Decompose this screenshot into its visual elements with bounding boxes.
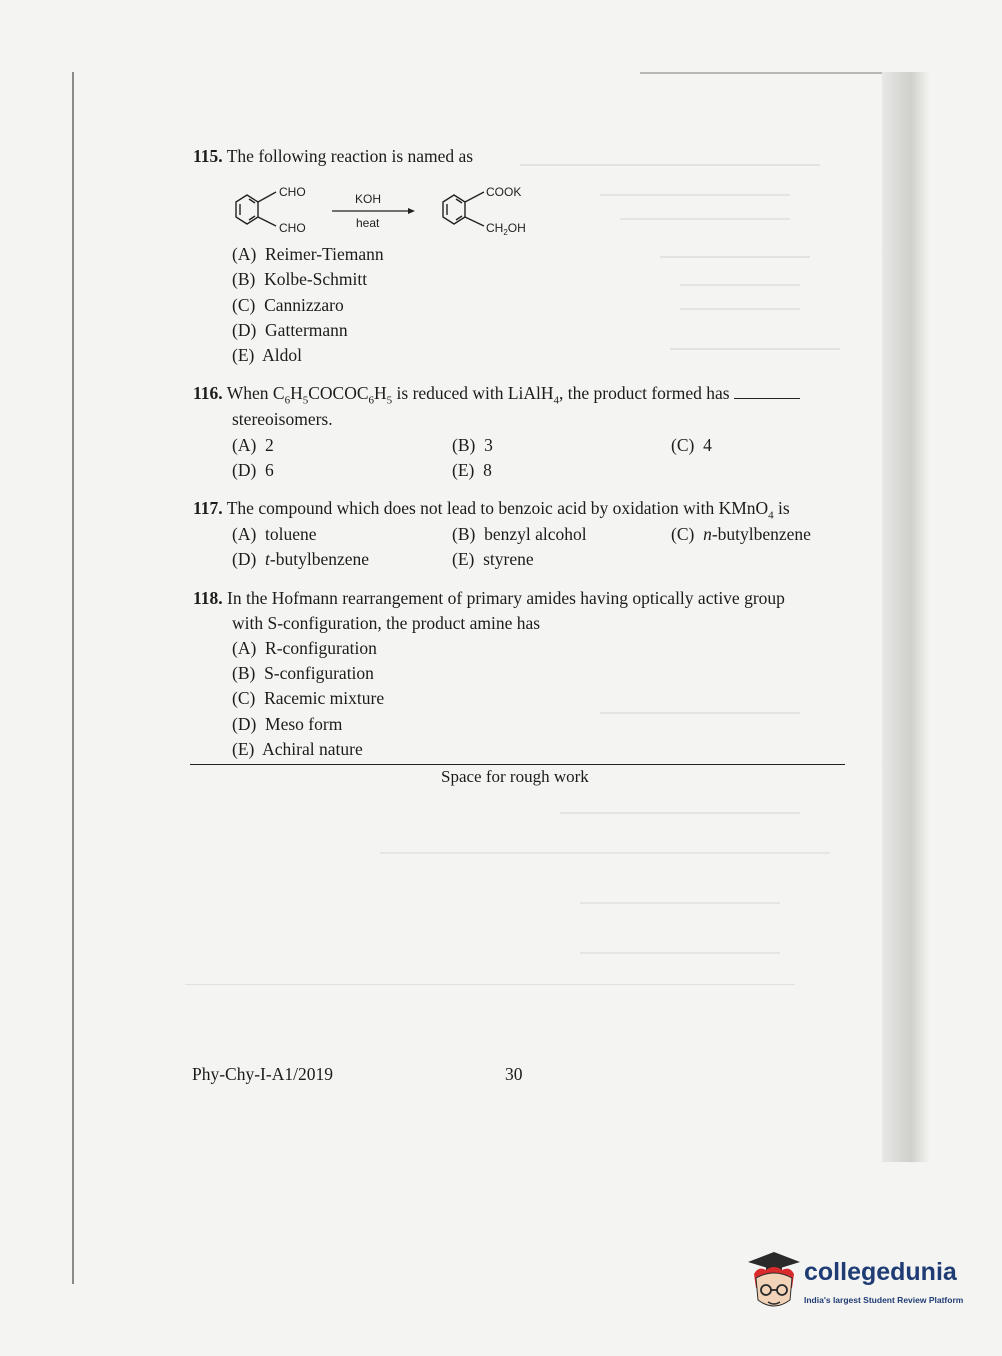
option-text: Gattermann: [265, 320, 348, 340]
page-edge-left: [72, 72, 74, 1284]
option-key: (C): [671, 435, 695, 455]
option-key: (B): [452, 435, 476, 455]
option-118-d[interactable]: [232, 714, 342, 735]
option-text: Cannizzaro: [264, 295, 344, 315]
question-text: In the Hofmann rearrangement of primary amides having optically active group: [227, 588, 785, 608]
option-117-c[interactable]: [671, 524, 811, 545]
question-116-stem-line2: stereoisomers.: [232, 409, 333, 429]
option-115-c[interactable]: [232, 295, 344, 316]
benzene-ring-reactant: [236, 192, 276, 226]
reactant-aldehyde-bottom: CHO: [279, 221, 306, 235]
product-carboxylate-top: COOK: [486, 185, 522, 199]
page-shadow-right: [882, 72, 930, 1162]
question-text: The compound which does not lead to benzoic acid by oxidation with KMnO$_4$ is: [226, 498, 790, 522]
option-text: n-butylbenzene: [703, 524, 811, 544]
option-text: Racemic mixture: [264, 688, 385, 708]
option-text: 8: [483, 460, 492, 480]
option-key: (C): [232, 688, 256, 708]
reaction-arrow-head: [408, 208, 415, 214]
option-key: (D): [232, 320, 257, 340]
option-key: (A): [232, 524, 257, 544]
rough-work-divider: [190, 764, 845, 765]
mascot-icon: [744, 1248, 802, 1318]
collegedunia-logo: [744, 1248, 974, 1318]
option-text: 6: [265, 460, 274, 480]
option-text: 2: [265, 435, 274, 455]
cannizzaro-reaction-diagram: [228, 180, 538, 240]
rough-work-label: Space for rough work: [441, 767, 589, 786]
option-118-e[interactable]: [232, 739, 363, 760]
reagent-label: KOH: [355, 192, 382, 206]
benzene-ring-product: [443, 192, 484, 226]
option-117-d[interactable]: [232, 549, 369, 570]
option-117-e[interactable]: [452, 549, 534, 570]
question-number: 116.: [193, 383, 223, 403]
option-117-b[interactable]: [452, 524, 587, 545]
option-key: (A): [232, 435, 257, 455]
reaction-scheme: [228, 180, 538, 240]
option-key: (B): [452, 524, 476, 544]
option-text: Kolbe-Schmitt: [264, 269, 368, 289]
answer-blank: [734, 384, 800, 399]
option-116-a[interactable]: [232, 435, 274, 456]
option-117-a[interactable]: [232, 524, 317, 545]
option-text: t-butylbenzene: [265, 549, 370, 569]
option-116-b[interactable]: [452, 435, 493, 456]
question-115-stem: [193, 146, 473, 167]
option-key: (E): [232, 739, 255, 759]
option-key: (C): [232, 295, 256, 315]
option-key: (D): [232, 714, 257, 734]
option-115-e[interactable]: [232, 345, 302, 366]
option-115-a[interactable]: [232, 244, 384, 265]
option-key: (D): [232, 460, 257, 480]
logo-wordmark: collegedunia: [804, 1258, 957, 1286]
question-117-stem: [193, 498, 790, 522]
option-key: (B): [232, 269, 256, 289]
option-text: 3: [484, 435, 493, 455]
product-alcohol-bottom: $CH_2OH$: [486, 221, 526, 237]
question-number: 115.: [193, 146, 223, 166]
option-key: (B): [232, 663, 256, 683]
option-text: S-configuration: [264, 663, 374, 683]
option-key: (E): [452, 460, 475, 480]
option-text: Aldol: [262, 345, 303, 365]
option-key: (E): [232, 345, 255, 365]
option-118-b[interactable]: [232, 663, 374, 684]
option-key: (D): [232, 549, 257, 569]
question-number: 117.: [193, 498, 223, 518]
question-number: 118.: [193, 588, 223, 608]
question-116-stem: [193, 383, 800, 407]
option-text: Reimer-Tiemann: [265, 244, 384, 264]
option-text: Achiral nature: [262, 739, 363, 759]
option-text: benzyl alcohol: [484, 524, 587, 544]
option-115-b[interactable]: [232, 269, 367, 290]
option-118-a[interactable]: [232, 638, 377, 659]
option-text: toluene: [265, 524, 317, 544]
option-text: R-configuration: [265, 638, 377, 658]
logo-tagline: India's largest Student Review Platform: [804, 1295, 964, 1305]
option-116-d[interactable]: [232, 460, 274, 481]
option-key: (C): [671, 524, 695, 544]
option-key: (E): [452, 549, 475, 569]
question-text: When $C_6H_5COCOC_6H_5$ is reduced with LiAlH$_4$, the product formed has: [226, 383, 730, 407]
option-text: styrene: [483, 549, 534, 569]
question-118-stem: [193, 588, 785, 609]
option-key: (A): [232, 638, 257, 658]
option-116-e[interactable]: [452, 460, 492, 481]
option-115-d[interactable]: [232, 320, 348, 341]
question-118-stem-line2: with S-configuration, the product amine has: [232, 613, 541, 633]
option-118-c[interactable]: [232, 688, 384, 709]
option-key: (A): [232, 244, 257, 264]
question-text: The following reaction is named as: [226, 146, 474, 166]
reactant-aldehyde-top: CHO: [279, 185, 306, 199]
condition-label: heat: [356, 216, 380, 230]
option-text: Meso form: [265, 714, 343, 734]
option-text: 4: [703, 435, 712, 455]
option-116-c[interactable]: [671, 435, 712, 456]
paper-code: Phy-Chy-I-A1/2019: [192, 1064, 333, 1084]
page-number: 30: [505, 1064, 523, 1084]
